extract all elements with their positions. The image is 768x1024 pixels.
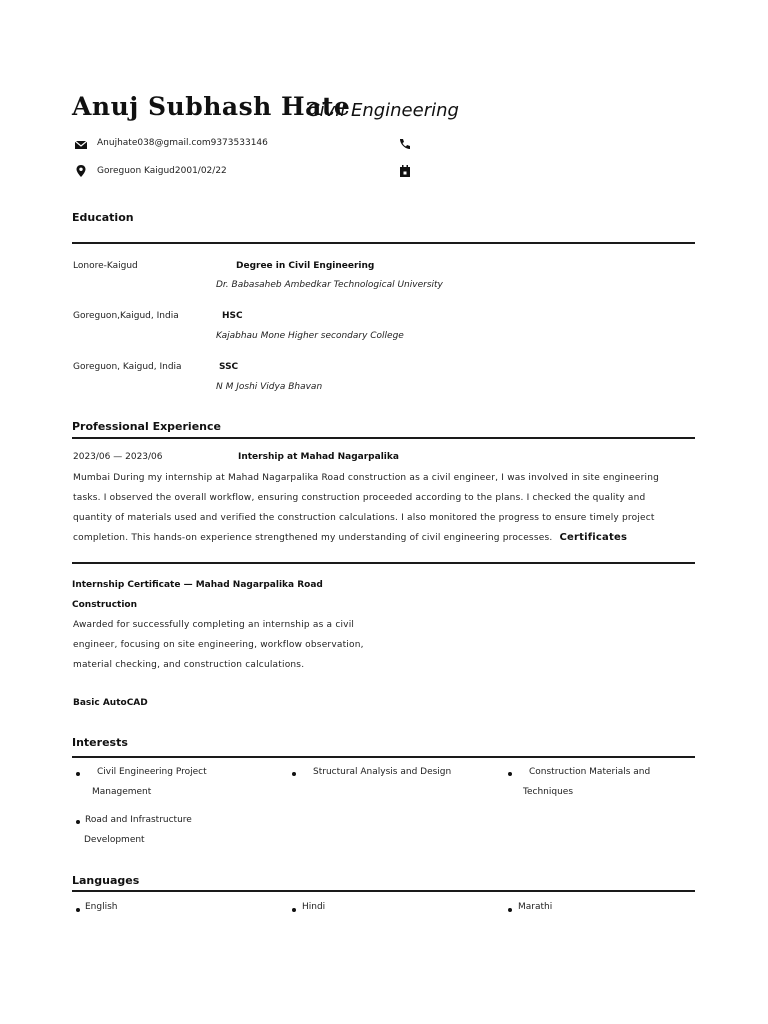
experience-dates: 2023/06 — 2023/06 [73,452,163,462]
phone-icon [398,137,412,151]
calendar-icon [398,164,412,178]
experience-line: tasks. I observed the overall workflow, ensuring construction proceeded according to the plans. I checked the quality and [73,493,646,503]
bullet-icon [76,772,80,776]
education-title: Education [72,211,134,224]
experience-divider [72,437,695,439]
education-place: Goreguon, Kaigud, India [73,362,182,372]
experience-line: Mumbai During my internship at Mahad Nagarpalika Road construction as a civil engineer, I was involved in site engineering [73,473,660,483]
education-school: N M Joshi Vidya Bhavan [216,382,323,392]
skill-autocad: Basic AutoCAD [73,698,148,708]
education-degree: HSC [222,311,243,321]
envelope-icon [74,138,88,152]
interest-item: Civil Engineering Project [97,767,207,777]
bullet-icon [292,772,296,776]
interest-item: Structural Analysis and Design [313,767,452,777]
certificate-line: engineer, focusing on site engineering, workflow observation, [73,640,364,650]
certificates-heading: Certificates [559,532,628,543]
education-divider [72,242,695,244]
certificate-line: Awarded for successfully completing an internship as a civil [73,620,355,630]
language-item: Marathi [518,902,553,912]
interests-title: Interests [72,736,128,749]
experience-line: completion. This hands-on experience strengthened my understanding of civil engineering processes. [73,533,553,543]
bullet-icon [292,908,296,912]
interest-item-continued: Development [84,835,145,845]
interest-item-continued: Techniques [523,787,574,797]
education-degree: SSC [219,362,239,372]
certificate-title-continued: Construction [72,600,138,610]
education-degree: Degree in Civil Engineering [236,261,375,271]
map-pin-icon [74,164,88,178]
certificate-description [73,615,393,675]
languages-divider [72,890,695,892]
candidate-role: Civil Engineering [307,100,459,121]
candidate-name: Anuj Subhash Hate [72,92,351,121]
education-school: Kajabhau Mone Higher secondary College [216,331,404,341]
education-place: Lonore-Kaigud [73,261,138,271]
education-place: Goreguon,Kaigud, India [73,311,179,321]
experience-title: Professional Experience [72,420,221,433]
certificate-title: Internship Certificate — Mahad Nagarpalika Road [72,580,323,590]
certificates-divider [72,562,695,564]
bullet-icon [508,908,512,912]
bullet-icon [508,772,512,776]
experience-description [73,468,713,548]
languages-title: Languages [72,874,140,887]
interest-item-continued: Management [92,787,152,797]
language-item: Hindi [302,902,326,912]
experience-role: Intership at Mahad Nagarpalika [238,452,399,462]
certificate-line: material checking, and construction calculations. [73,660,305,670]
interest-item: Construction Materials and [529,767,651,777]
interest-item: Road and Infrastructure [85,815,192,825]
language-item: English [85,902,118,912]
interests-divider [72,756,695,758]
experience-line: quantity of materials used and verified the construction calculations. I also monitored the progress to ensure timely project [73,513,655,523]
bullet-icon [76,908,80,912]
email-phone-text: Anujhate038@gmail.com9373533146 [97,138,268,148]
education-school: Dr. Babasaheb Ambedkar Technological University [216,280,443,290]
location-dob-text: Goreguon Kaigud2001/02/22 [97,166,227,176]
bullet-icon [76,820,80,824]
